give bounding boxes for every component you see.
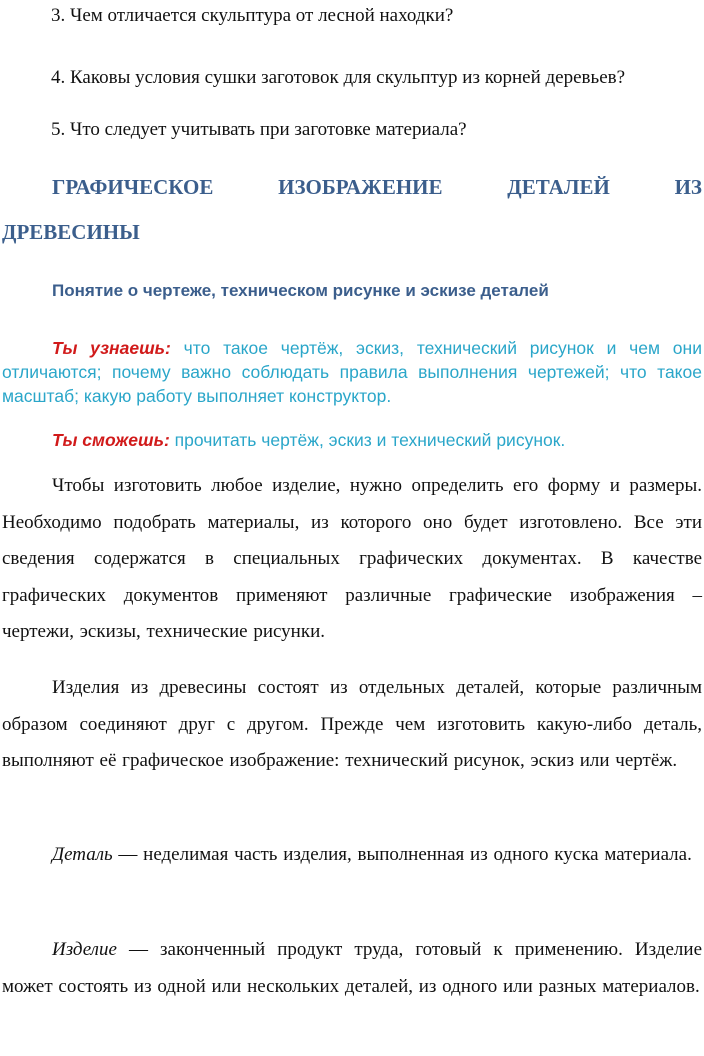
heading-word-2: ИЗОБРАЖЕНИЕ xyxy=(278,175,443,199)
definition-product: — законченный продукт труда, готовый к применению. Изделие может состоять из одной или нескольких деталей, из одного или разных материалов. xyxy=(2,939,702,997)
learn-lead: Ты узнаешь: xyxy=(52,338,171,358)
paragraph-1: Чтобы изготовить любое изделие, нужно определить его форму и размеры. Необходимо подобрать материалы, из которого оно будет изготовлено. Все эти сведения содержатся в специальных графических документах. В качестве графических документов применяют различные графические изображения – чертежи, эскизы, технические рисунки. xyxy=(2,475,702,642)
paragraph-definition-detail xyxy=(2,837,702,874)
heading-word-4: ИЗ xyxy=(674,175,702,199)
question-3: 3. Чем отличается скульптура от лесной находки? xyxy=(51,5,454,26)
section-heading xyxy=(2,165,702,255)
term-detail: Деталь xyxy=(52,844,113,865)
learning-goals xyxy=(2,336,702,408)
question-4: 4. Каковы условия сушки заготовок для скульптур из корней деревьев? xyxy=(51,67,626,88)
subheading: Понятие о чертеже, техническом рисунке и эскизе деталей xyxy=(52,281,549,300)
paragraph-definition-product xyxy=(2,932,702,1005)
paragraph-2: Изделия из древесины состоят из отдельных деталей, которые различным образом соединяют друг с другом. Прежде чем изготовить какую-либо деталь, выполняют её графическое изображение: технический рисунок, эскиз или чертёж. xyxy=(2,677,702,771)
skills-goals xyxy=(52,428,565,452)
can-lead: Ты сможешь: xyxy=(52,430,170,450)
heading-word-3: ДЕТАЛЕЙ xyxy=(507,175,610,199)
heading-word-1: ГРАФИЧЕСКОЕ xyxy=(52,175,214,199)
can-text: прочитать чертёж, эскиз и технический рисунок. xyxy=(169,430,566,450)
learn-text: что такое чертёж, эскиз, технический рисунок и чем они отличаются; почему важно соблюдать правила выполнения чертежей; что такое масштаб; какую работу выполняет конструктор. xyxy=(2,338,702,406)
term-product: Изделие xyxy=(52,939,117,960)
heading-line-2: ДРЕВЕСИНЫ xyxy=(2,220,140,244)
question-5: 5. Что следует учитывать при заготовке материала? xyxy=(51,119,467,140)
definition-detail: — неделимая часть изделия, выполненная из одного куска материала. xyxy=(112,844,692,865)
